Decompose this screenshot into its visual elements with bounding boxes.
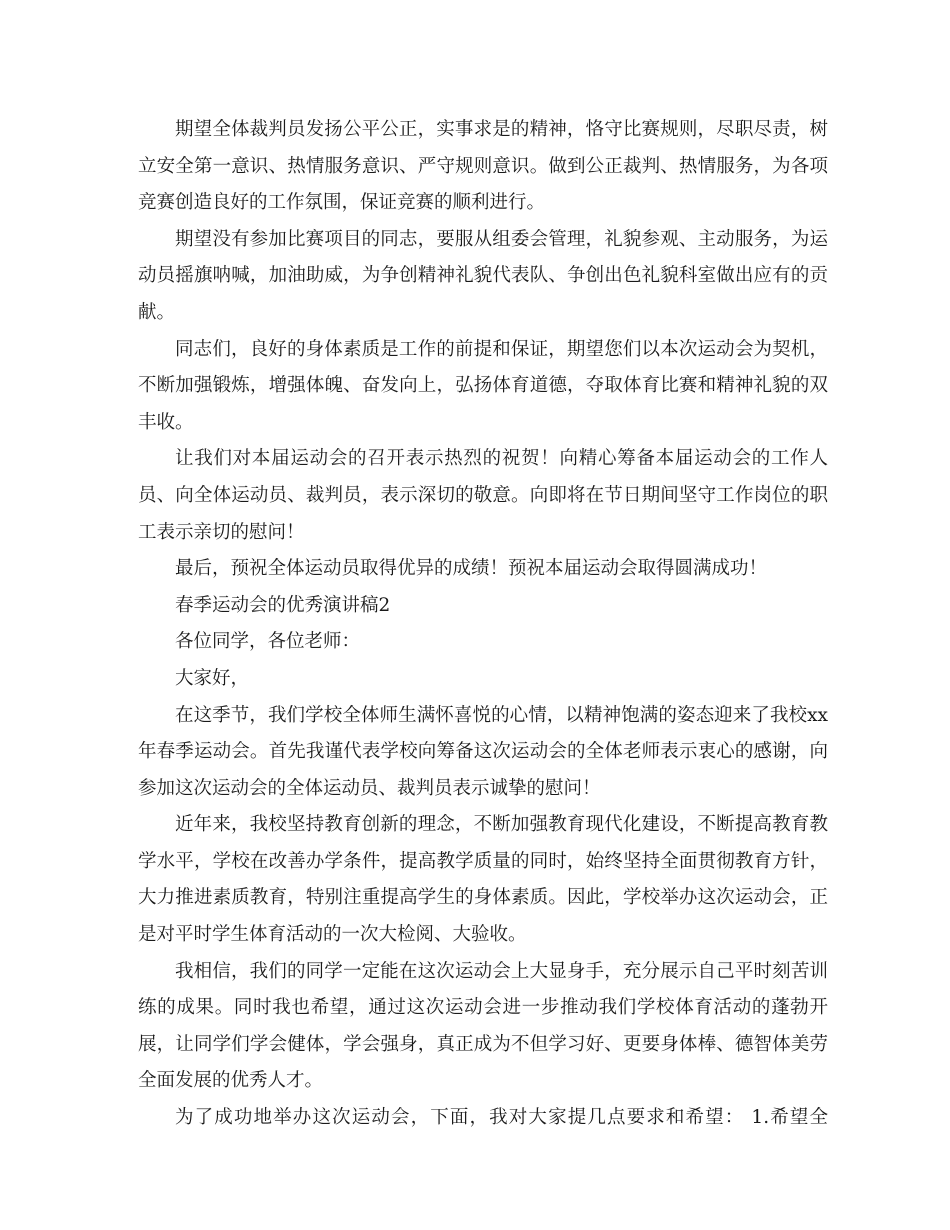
paragraph-closing-wishes: 最后，预祝全体运动员取得优异的成绩！预祝本届运动会取得圆满成功！: [175, 558, 768, 580]
document-page: [138, 112, 828, 1137]
paragraph-requirements: 为了成功地举办这次运动会，下面，我对大家提几点要求和希望： 1.希望全: [175, 1107, 828, 1129]
paragraph-referee-expectations: 期望全体裁判员发扬公平公正，实事求是的精神，恪守比赛规则，尽职尽责，树立安全第一意识、热情服务意识、严守规则意识。做到公正裁判、热情服务，为各项竞赛创造良好的工作氛围，保证竞赛的顺利进行。: [138, 119, 828, 214]
paragraph-congratulations: 让我们对本届运动会的召开表示热烈的祝贺！向精心筹备本届运动会的工作人员、向全体运动员、裁判员，表示深切的敬意。向即将在节日期间坚守工作岗位的职工表示亲切的慰问！: [138, 448, 828, 543]
paragraph-confidence-students: 我相信，我们的同学一定能在这次运动会上大显身手，充分展示自己平时刻苦训练的成果。同时我也希望，通过这次运动会进一步推动我们学校体育活动的蓬勃开展，让同学们学会健体，学会强身，真正成为不但学习好、更要身体棒、德智体美劳全面发展的优秀人才。: [138, 960, 828, 1092]
greeting: 大家好，: [175, 667, 250, 689]
salutation: 各位同学，各位老师：: [175, 631, 361, 653]
speech-title-2: 春季运动会的优秀演讲稿2: [175, 594, 391, 616]
paragraph-school-education: 近年来，我校坚持教育创新的理念，不断加强教育现代化建设，不断提高教育教学水平，学校在改善办学条件，提高教学质量的同时，始终坚持全面贯彻教育方针，大力推进素质教育，特别注重提高学生的身体素质。因此，学校举办这次运动会，正是对平时学生体育活动的一次大检阅、大验收。: [138, 814, 828, 946]
paragraph-opening-thanks: 在这季节，我们学校全体师生满怀喜悦的心情，以精神饱满的姿态迎来了我校xx年春季运动会。首先我谨代表学校向筹备这次运动会的全体老师表示衷心的感谢，向参加这次运动会的全体运动员、裁判员表示诚挚的慰问！: [138, 704, 828, 799]
paragraph-non-participants: 期望没有参加比赛项目的同志，要服从组委会管理，礼貌参观、主动服务，为运动员摇旗呐喊，加油助威，为争创精神礼貌代表队、争创出色礼貌科室做出应有的贡献。: [138, 228, 828, 323]
paragraph-comrades-fitness: 同志们，良好的身体素质是工作的前提和保证，期望您们以本次运动会为契机，不断加强锻炼，增强体魄、奋发向上，弘扬体育道德，夺取体育比赛和精神礼貌的双丰收。: [138, 338, 828, 433]
